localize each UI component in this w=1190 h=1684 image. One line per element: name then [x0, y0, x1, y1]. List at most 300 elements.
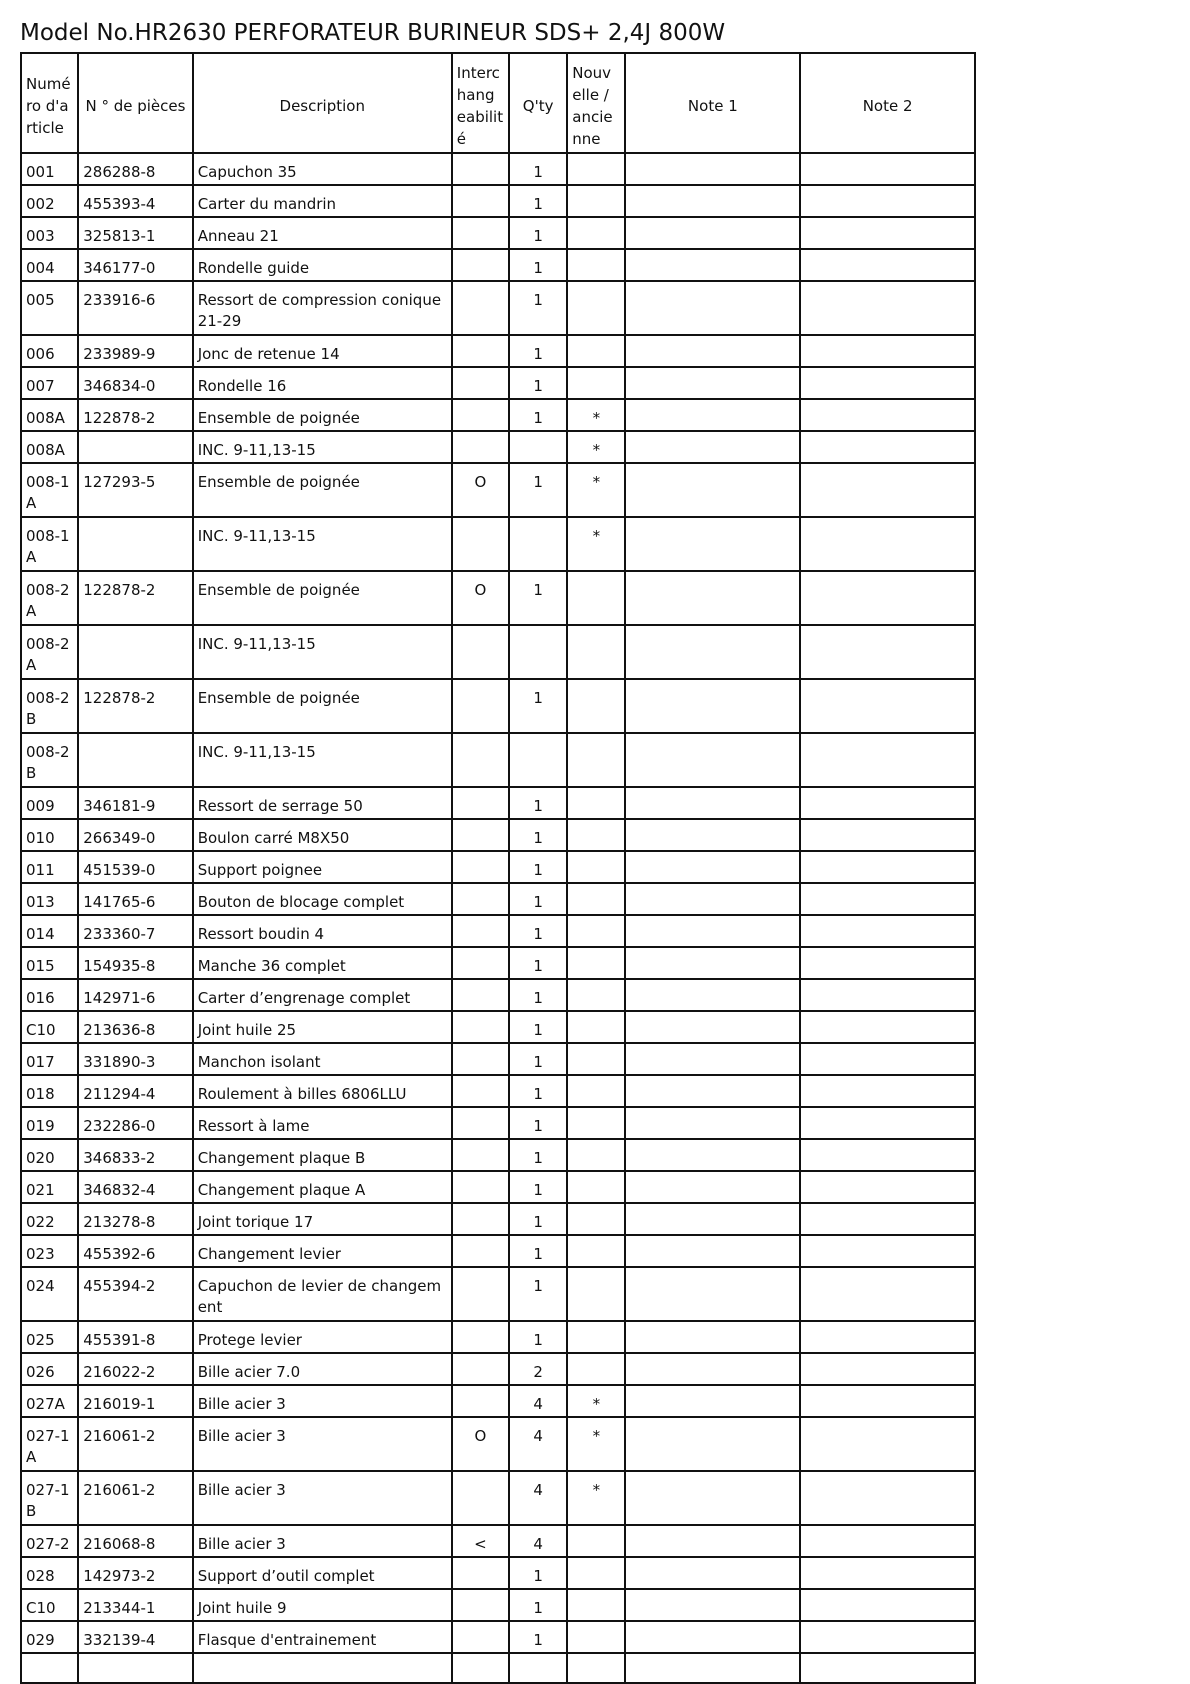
cell-note-1 [625, 1267, 800, 1321]
cell-quantity: 1 [509, 819, 567, 851]
parts-table [20, 52, 976, 1684]
table-row [21, 625, 975, 679]
cell-part-number: 213278-8 [78, 1203, 192, 1235]
cell-quantity: 1 [509, 367, 567, 399]
col-header-interchangeability: Interc hang eabilit é [452, 53, 509, 153]
cell-note-2 [800, 431, 975, 463]
cell-note-1 [625, 1171, 800, 1203]
table-row [21, 517, 975, 571]
cell-description: Bille acier 3 [193, 1525, 452, 1557]
cell-new-old [567, 1235, 625, 1267]
cell-quantity: 1 [509, 1011, 567, 1043]
cell-interchangeability [452, 1075, 509, 1107]
cell-note-2 [800, 1353, 975, 1385]
cell-quantity: 1 [509, 185, 567, 217]
cell-part-number: 154935-8 [78, 947, 192, 979]
cell-new-old [567, 1043, 625, 1075]
cell-interchangeability [452, 679, 509, 733]
cell-description: Joint huile 25 [193, 1011, 452, 1043]
cell-item-number: 029 [21, 1621, 78, 1653]
cell-new-old [567, 733, 625, 787]
cell-interchangeability [452, 1557, 509, 1589]
cell-note-2 [800, 1235, 975, 1267]
table-row [21, 1471, 975, 1525]
cell-interchangeability [452, 1385, 509, 1417]
cell-quantity: 2 [509, 1353, 567, 1385]
cell-note-2 [800, 915, 975, 947]
cell-quantity: 1 [509, 1235, 567, 1267]
cell-note-2 [800, 1471, 975, 1525]
cell-description: Ensemble de poignée [193, 571, 452, 625]
cell-interchangeability [452, 335, 509, 367]
cell-new-old: * [567, 1417, 625, 1471]
cell-note-2 [800, 399, 975, 431]
table-row [21, 1235, 975, 1267]
cell-note-2 [800, 217, 975, 249]
cell-item-number: 016 [21, 979, 78, 1011]
col-header-item-number: Numé ro d'a rticle [21, 53, 78, 153]
cell-quantity: 1 [509, 1321, 567, 1353]
table-row [21, 787, 975, 819]
cell-item-number: 004 [21, 249, 78, 281]
cell-part-number: 233916-6 [78, 281, 192, 335]
cell-note-2 [800, 1203, 975, 1235]
cell-note-2 [800, 787, 975, 819]
cell-new-old [567, 153, 625, 185]
cell-note-1 [625, 1043, 800, 1075]
cell-new-old: * [567, 1471, 625, 1525]
cell-description: Support d’outil complet [193, 1557, 452, 1589]
cell-item-number: 023 [21, 1235, 78, 1267]
cell-item-number: 011 [21, 851, 78, 883]
cell-part-number: 233989-9 [78, 335, 192, 367]
table-row [21, 1653, 975, 1683]
cell-description: Ressort à lame [193, 1107, 452, 1139]
cell-note-2 [800, 1653, 975, 1683]
cell-note-1 [625, 431, 800, 463]
table-row [21, 733, 975, 787]
cell-part-number: 216061-2 [78, 1471, 192, 1525]
table-row [21, 1321, 975, 1353]
cell-description: Carter du mandrin [193, 185, 452, 217]
cell-note-1 [625, 1203, 800, 1235]
cell-item-number: 018 [21, 1075, 78, 1107]
cell-part-number [78, 625, 192, 679]
cell-item-number: 025 [21, 1321, 78, 1353]
cell-part-number: 122878-2 [78, 399, 192, 431]
cell-new-old [567, 1075, 625, 1107]
cell-new-old [567, 1353, 625, 1385]
cell-note-2 [800, 1417, 975, 1471]
cell-item-number: 028 [21, 1557, 78, 1589]
cell-description: INC. 9-11,13-15 [193, 517, 452, 571]
cell-note-2 [800, 1267, 975, 1321]
cell-interchangeability [452, 367, 509, 399]
cell-interchangeability [452, 1171, 509, 1203]
cell-quantity: 1 [509, 1557, 567, 1589]
cell-note-1 [625, 517, 800, 571]
cell-interchangeability [452, 733, 509, 787]
cell-item-number: 020 [21, 1139, 78, 1171]
cell-note-1 [625, 1075, 800, 1107]
cell-item-number: 013 [21, 883, 78, 915]
cell-quantity: 1 [509, 1075, 567, 1107]
col-header-description: Description [193, 53, 452, 153]
cell-description: Protege levier [193, 1321, 452, 1353]
cell-quantity: 1 [509, 463, 567, 517]
cell-note-1 [625, 335, 800, 367]
cell-new-old [567, 1011, 625, 1043]
cell-part-number: 216061-2 [78, 1417, 192, 1471]
cell-note-1 [625, 947, 800, 979]
cell-new-old [567, 1203, 625, 1235]
cell-new-old: * [567, 1385, 625, 1417]
cell-part-number: 451539-0 [78, 851, 192, 883]
cell-interchangeability [452, 249, 509, 281]
cell-description: Boulon carré M8X50 [193, 819, 452, 851]
cell-new-old [567, 679, 625, 733]
cell-note-1 [625, 979, 800, 1011]
cell-interchangeability [452, 1653, 509, 1683]
table-row [21, 1203, 975, 1235]
cell-item-number: 008-1A [21, 463, 78, 517]
cell-note-1 [625, 819, 800, 851]
cell-interchangeability [452, 1235, 509, 1267]
cell-quantity: 1 [509, 1139, 567, 1171]
table-row [21, 1267, 975, 1321]
cell-interchangeability [452, 819, 509, 851]
cell-note-2 [800, 1043, 975, 1075]
cell-quantity [509, 733, 567, 787]
table-row [21, 1171, 975, 1203]
cell-interchangeability [452, 399, 509, 431]
cell-description: Changement plaque A [193, 1171, 452, 1203]
cell-note-2 [800, 883, 975, 915]
cell-note-1 [625, 625, 800, 679]
table-row [21, 463, 975, 517]
cell-description: Ensemble de poignée [193, 679, 452, 733]
cell-item-number: 008-1A [21, 517, 78, 571]
cell-description: Flasque d'entrainement [193, 1621, 452, 1653]
cell-note-2 [800, 819, 975, 851]
cell-interchangeability [452, 1267, 509, 1321]
col-header-part-number: N ° de pièces [78, 53, 192, 153]
cell-item-number: 002 [21, 185, 78, 217]
cell-new-old [567, 851, 625, 883]
cell-description: Joint huile 9 [193, 1589, 452, 1621]
cell-note-1 [625, 1621, 800, 1653]
cell-quantity: 1 [509, 1107, 567, 1139]
cell-quantity: 1 [509, 217, 567, 249]
cell-note-2 [800, 1171, 975, 1203]
cell-new-old [567, 281, 625, 335]
cell-new-old [567, 915, 625, 947]
cell-part-number: 286288-8 [78, 153, 192, 185]
cell-quantity: 1 [509, 947, 567, 979]
cell-quantity: 4 [509, 1525, 567, 1557]
cell-note-1 [625, 1385, 800, 1417]
cell-item-number: 014 [21, 915, 78, 947]
cell-note-1 [625, 1417, 800, 1471]
cell-item-number: 022 [21, 1203, 78, 1235]
cell-note-1 [625, 367, 800, 399]
cell-item-number: 027A [21, 1385, 78, 1417]
cell-interchangeability [452, 1621, 509, 1653]
cell-part-number: 213636-8 [78, 1011, 192, 1043]
cell-description: Ressort de serrage 50 [193, 787, 452, 819]
cell-description: Bille acier 3 [193, 1417, 452, 1471]
cell-item-number: 007 [21, 367, 78, 399]
cell-quantity: 1 [509, 1171, 567, 1203]
cell-note-1 [625, 1321, 800, 1353]
cell-note-2 [800, 517, 975, 571]
cell-quantity: 1 [509, 851, 567, 883]
table-row [21, 571, 975, 625]
cell-description: Manche 36 complet [193, 947, 452, 979]
table-row [21, 1075, 975, 1107]
cell-note-2 [800, 367, 975, 399]
cell-new-old: * [567, 463, 625, 517]
cell-description: Ressort boudin 4 [193, 915, 452, 947]
cell-note-1 [625, 851, 800, 883]
cell-interchangeability [452, 947, 509, 979]
cell-item-number [21, 1653, 78, 1683]
cell-note-2 [800, 1075, 975, 1107]
cell-quantity: 1 [509, 979, 567, 1011]
table-row [21, 1557, 975, 1589]
table-row [21, 1011, 975, 1043]
cell-quantity [509, 517, 567, 571]
cell-note-2 [800, 571, 975, 625]
cell-interchangeability [452, 153, 509, 185]
cell-new-old [567, 1653, 625, 1683]
cell-note-2 [800, 1321, 975, 1353]
cell-new-old [567, 571, 625, 625]
cell-part-number: 216068-8 [78, 1525, 192, 1557]
table-row [21, 979, 975, 1011]
cell-interchangeability [452, 1139, 509, 1171]
cell-description: Ressort de compression conique 21-29 [193, 281, 452, 335]
cell-note-1 [625, 883, 800, 915]
cell-note-2 [800, 281, 975, 335]
cell-quantity: 1 [509, 153, 567, 185]
cell-part-number: 346181-9 [78, 787, 192, 819]
cell-note-2 [800, 1589, 975, 1621]
cell-note-1 [625, 281, 800, 335]
cell-note-1 [625, 1589, 800, 1621]
cell-interchangeability [452, 517, 509, 571]
cell-note-2 [800, 1385, 975, 1417]
cell-description: INC. 9-11,13-15 [193, 625, 452, 679]
cell-new-old [567, 1621, 625, 1653]
table-row [21, 431, 975, 463]
cell-note-2 [800, 1011, 975, 1043]
cell-part-number: 346177-0 [78, 249, 192, 281]
cell-new-old: * [567, 431, 625, 463]
cell-new-old [567, 249, 625, 281]
table-row [21, 1385, 975, 1417]
table-row [21, 367, 975, 399]
cell-part-number: 331890-3 [78, 1043, 192, 1075]
table-row [21, 1107, 975, 1139]
cell-interchangeability [452, 851, 509, 883]
cell-part-number: 142971-6 [78, 979, 192, 1011]
cell-item-number: 003 [21, 217, 78, 249]
cell-interchangeability [452, 217, 509, 249]
cell-part-number: 455393-4 [78, 185, 192, 217]
cell-quantity: 1 [509, 335, 567, 367]
cell-new-old [567, 1557, 625, 1589]
cell-quantity: 1 [509, 249, 567, 281]
cell-note-2 [800, 1139, 975, 1171]
cell-new-old: * [567, 517, 625, 571]
cell-item-number: 027-1B [21, 1471, 78, 1525]
cell-item-number: 021 [21, 1171, 78, 1203]
cell-description: Changement levier [193, 1235, 452, 1267]
cell-interchangeability [452, 1043, 509, 1075]
cell-description: Jonc de retenue 14 [193, 335, 452, 367]
cell-note-2 [800, 153, 975, 185]
cell-part-number: 122878-2 [78, 679, 192, 733]
cell-interchangeability: < [452, 1525, 509, 1557]
cell-part-number [78, 517, 192, 571]
table-row [21, 1589, 975, 1621]
cell-interchangeability [452, 185, 509, 217]
cell-note-1 [625, 1471, 800, 1525]
cell-note-2 [800, 1621, 975, 1653]
cell-note-2 [800, 979, 975, 1011]
cell-description: Rondelle 16 [193, 367, 452, 399]
table-row [21, 1621, 975, 1653]
cell-description: Anneau 21 [193, 217, 452, 249]
cell-note-1 [625, 1139, 800, 1171]
cell-note-1 [625, 733, 800, 787]
cell-interchangeability [452, 1471, 509, 1525]
cell-new-old [567, 1589, 625, 1621]
cell-item-number: C10 [21, 1011, 78, 1043]
parts-table-body [21, 153, 975, 1683]
cell-item-number: 001 [21, 153, 78, 185]
table-row [21, 217, 975, 249]
cell-description: Support poignee [193, 851, 452, 883]
page-title: Model No.HR2630 PERFORATEUR BURINEUR SDS+ 2,4J 800W [20, 20, 726, 46]
cell-description: Rondelle guide [193, 249, 452, 281]
table-row [21, 679, 975, 733]
table-row [21, 185, 975, 217]
cell-item-number: 015 [21, 947, 78, 979]
cell-description: Bille acier 7.0 [193, 1353, 452, 1385]
cell-item-number: 019 [21, 1107, 78, 1139]
cell-description: Bouton de blocage complet [193, 883, 452, 915]
cell-interchangeability [452, 431, 509, 463]
cell-note-1 [625, 1525, 800, 1557]
cell-note-1 [625, 185, 800, 217]
cell-item-number: 026 [21, 1353, 78, 1385]
table-row [21, 851, 975, 883]
cell-item-number: 008A [21, 399, 78, 431]
cell-description: Capuchon 35 [193, 153, 452, 185]
cell-quantity: 4 [509, 1471, 567, 1525]
cell-interchangeability: O [452, 571, 509, 625]
cell-quantity: 1 [509, 399, 567, 431]
cell-interchangeability [452, 883, 509, 915]
cell-note-1 [625, 571, 800, 625]
cell-note-2 [800, 249, 975, 281]
cell-new-old [567, 217, 625, 249]
cell-interchangeability [452, 979, 509, 1011]
cell-note-2 [800, 733, 975, 787]
cell-quantity [509, 625, 567, 679]
cell-part-number: 233360-7 [78, 915, 192, 947]
cell-note-2 [800, 679, 975, 733]
cell-quantity: 1 [509, 1267, 567, 1321]
cell-new-old [567, 185, 625, 217]
col-header-note-2: Note 2 [800, 53, 975, 153]
cell-part-number: 232286-0 [78, 1107, 192, 1139]
cell-part-number: 325813-1 [78, 217, 192, 249]
cell-new-old [567, 819, 625, 851]
table-row [21, 335, 975, 367]
cell-item-number: 008-2B [21, 679, 78, 733]
cell-note-2 [800, 625, 975, 679]
cell-note-2 [800, 463, 975, 517]
cell-note-2 [800, 335, 975, 367]
cell-note-1 [625, 153, 800, 185]
cell-quantity: 1 [509, 1589, 567, 1621]
cell-quantity: 1 [509, 915, 567, 947]
cell-new-old [567, 1267, 625, 1321]
table-row [21, 819, 975, 851]
cell-new-old [567, 787, 625, 819]
cell-item-number: C10 [21, 1589, 78, 1621]
cell-item-number: 027-2 [21, 1525, 78, 1557]
cell-note-1 [625, 399, 800, 431]
cell-part-number [78, 1653, 192, 1683]
cell-quantity: 1 [509, 571, 567, 625]
cell-description: Ensemble de poignée [193, 399, 452, 431]
cell-part-number: 142973-2 [78, 1557, 192, 1589]
cell-note-2 [800, 185, 975, 217]
cell-part-number: 213344-1 [78, 1589, 192, 1621]
col-header-quantity: Q'ty [509, 53, 567, 153]
cell-part-number: 266349-0 [78, 819, 192, 851]
cell-interchangeability [452, 1589, 509, 1621]
cell-new-old [567, 1525, 625, 1557]
cell-quantity [509, 1653, 567, 1683]
table-row [21, 1525, 975, 1557]
cell-part-number: 346834-0 [78, 367, 192, 399]
cell-new-old [567, 1321, 625, 1353]
cell-note-1 [625, 463, 800, 517]
cell-new-old [567, 947, 625, 979]
cell-new-old [567, 1107, 625, 1139]
table-row [21, 153, 975, 185]
cell-item-number: 024 [21, 1267, 78, 1321]
table-row [21, 399, 975, 431]
cell-quantity: 1 [509, 281, 567, 335]
cell-quantity: 1 [509, 883, 567, 915]
cell-new-old [567, 1171, 625, 1203]
cell-item-number: 005 [21, 281, 78, 335]
cell-part-number: 346833-2 [78, 1139, 192, 1171]
cell-new-old: * [567, 399, 625, 431]
cell-part-number [78, 431, 192, 463]
cell-interchangeability [452, 787, 509, 819]
cell-interchangeability [452, 1321, 509, 1353]
cell-note-1 [625, 249, 800, 281]
cell-description: Joint torique 17 [193, 1203, 452, 1235]
cell-new-old [567, 883, 625, 915]
